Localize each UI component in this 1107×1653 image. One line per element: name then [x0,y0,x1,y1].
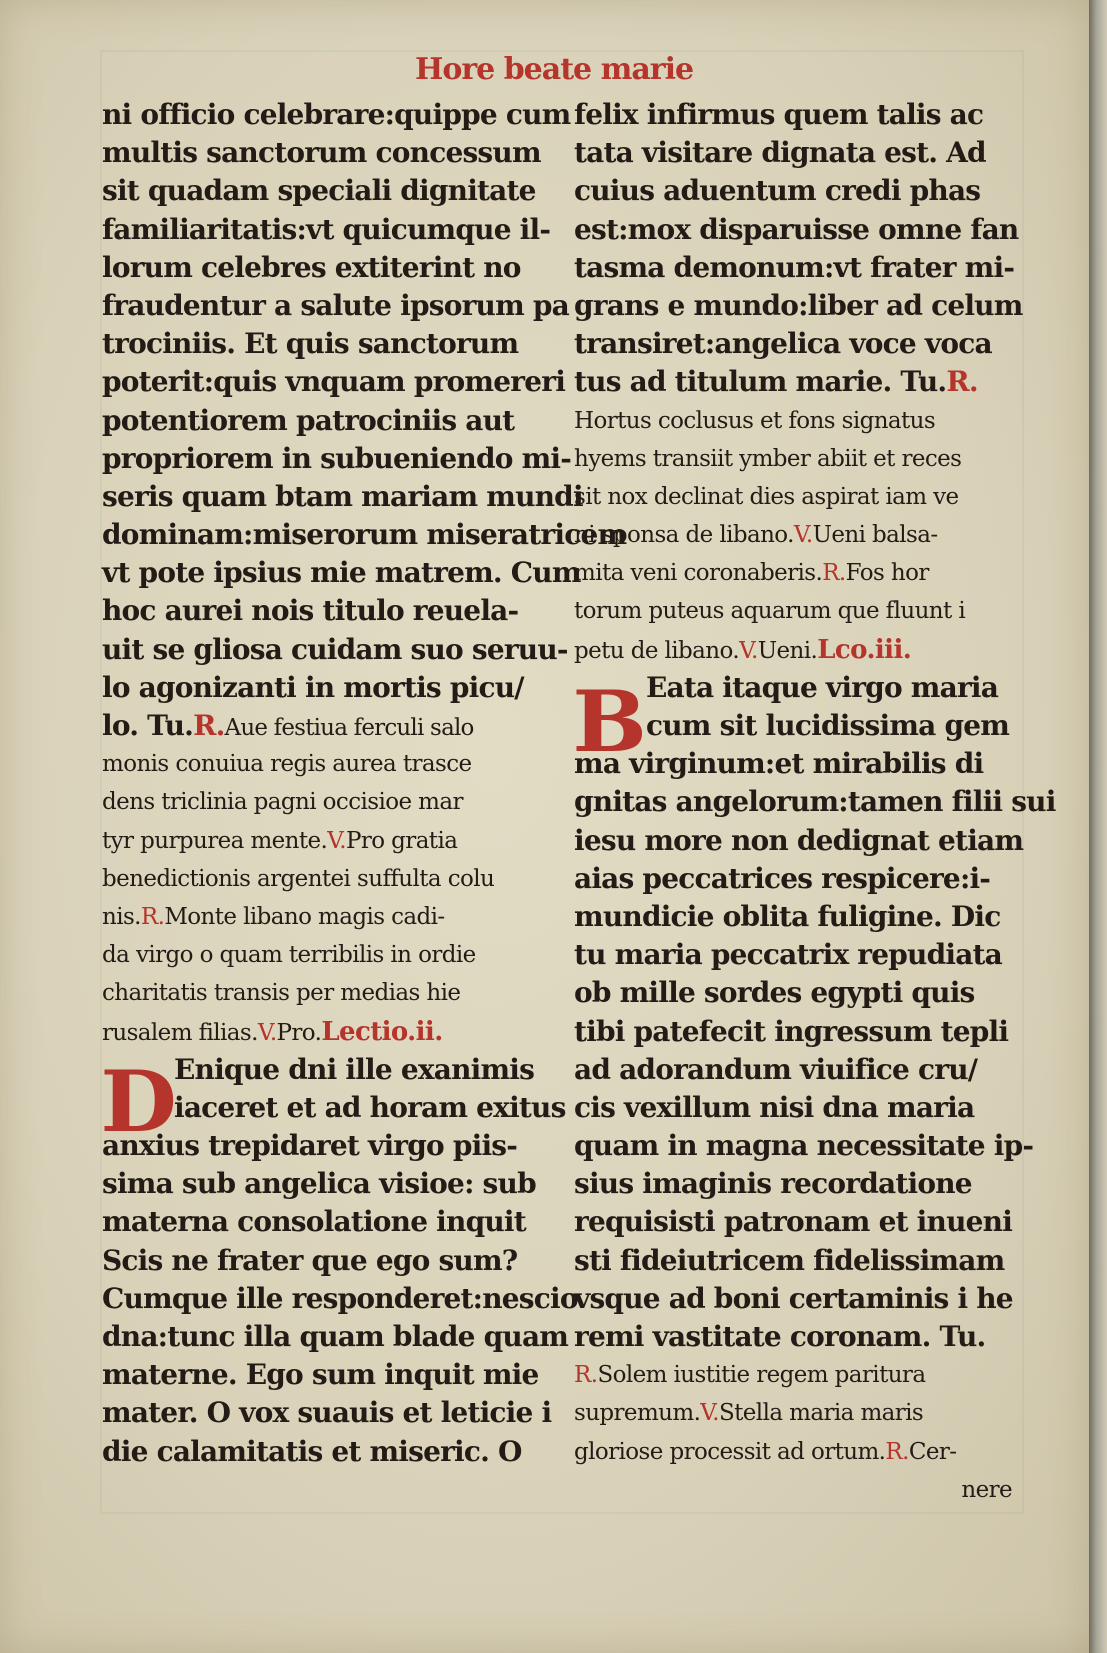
text-line [102,592,550,630]
line-text: tasma demonum:vt frater mi- [574,250,1015,284]
line-text: hoc aurei nois titulo reuela- [102,594,519,628]
right-column [574,96,1056,1509]
text-line [102,936,550,974]
line-text: mundicie oblita fuligine. Dic [574,899,1001,933]
line-text: benedictionis argentei suffulta colu [102,865,495,892]
line-text: cuius aduentum credi phas [574,174,981,208]
line-text: iesu more non dedignat etiam [574,823,1024,857]
text-line [574,287,1022,325]
text-line [102,1394,550,1432]
text-line [574,860,1022,898]
text-line [102,516,627,554]
text-line [102,249,550,287]
text-line [574,440,1022,478]
text-line [574,554,1022,592]
line-text: lorum celebres extiterint no [102,250,521,284]
line-text: ob mille sordes egypti quis [574,976,975,1010]
line-text: tibi patefecit ingressum tepli [574,1014,1009,1048]
line-text: Hortus coclusus et fons signatus [574,407,936,434]
line-text: poterit:quis vnquam promereri [102,365,566,399]
text-line [574,1394,1022,1432]
line-text-after: Pro gratia [345,827,458,854]
text-line [102,440,572,478]
line-text: trociniis. Et quis sanctorum [102,327,519,361]
text-line [574,1089,1022,1127]
rubric-mark: R. [193,709,225,742]
line-text-after: Stella maria maris [719,1400,924,1427]
decorated-initial-b: B [572,672,647,771]
text-line [102,860,550,898]
line-text: lo agonizanti in mortis picu/ [102,670,524,704]
text-line [102,1203,550,1241]
line-text: mater. O vox suauis et leticie i [102,1396,552,1430]
line-text-after: Ueni balsa- [812,522,938,549]
line-text: Eata itaque virgo maria [646,670,999,704]
text-line [574,1356,1022,1394]
line-text: rusalem filias. [102,1019,258,1046]
text-line [574,325,1022,363]
line-text: potentiorem patrociniis aut [102,403,515,437]
line-text: propriorem in subueniendo mi- [102,441,572,475]
text-line [574,96,1022,134]
line-text-after: Cer- [908,1438,957,1465]
text-line [574,1127,1034,1165]
line-text-after: Ueni. [757,637,818,664]
text-line [574,669,1022,707]
line-text: ad adorandum viuifice cru/ [574,1052,978,1086]
text-line [574,592,1022,630]
line-text: Enique dni ille exanimis [174,1052,535,1086]
rubric-mark: V. [739,637,758,664]
line-text: dens triclinia pagni occisioe mar [102,789,463,816]
line-text: est:mox disparuisse omne fan [574,212,1019,246]
line-text-after: Aue festiua ferculi salo [224,715,474,741]
line-text: vsque ad boni certaminis i he [574,1281,1013,1315]
text-line [102,1127,550,1165]
line-text: sit quadam speciali dignitate [102,174,536,208]
text-line [102,1165,550,1203]
text-line [574,1433,1022,1471]
text-line [102,211,550,249]
line-text: iaceret et ad horam exitus [174,1090,566,1124]
text-line [574,1165,1022,1203]
text-line [574,172,1022,210]
text-line [102,1242,550,1280]
text-line [574,898,1022,936]
line-text: mita veni coronaberis. [574,560,823,587]
line-text: Scis ne frater que ego sum? [102,1243,518,1277]
text-line [102,1051,550,1089]
line-text: hyems transiit ymber abiit et reces [574,445,962,472]
line-text: grans e mundo:liber ad celum [574,288,1023,322]
line-text: tus ad titulum marie. Tu. [574,365,947,399]
text-line [102,554,581,592]
line-text: gnitas angelorum:tamen filii sui [574,785,1056,819]
text-line [574,745,1022,783]
line-text: tata visitare dignata est. Ad [574,136,986,170]
rubric-mark: V. [257,1019,277,1046]
rubric-mark: R. [822,560,846,587]
text-line [102,134,550,172]
text-line [574,134,1022,172]
line-text-after: Pro. [276,1019,322,1046]
text-line [574,1051,1022,1089]
lectio-heading: Lco.iii. [817,634,912,665]
line-text: supremum. [574,1400,701,1427]
line-text-after: Solem iustitie regem paritura [597,1362,926,1389]
line-text: torum puteus aquarum que fluunt i [574,598,966,625]
rubric-mark: V. [793,522,813,549]
line-text: charitatis transis per medias hie [102,980,461,1007]
rubric-mark: R. [885,1438,909,1465]
line-text-after: Monte libano magis cadi- [164,903,445,930]
text-line [102,783,550,821]
line-text: dna:tunc illa quam blade quam [102,1320,569,1353]
text-line [102,974,550,1012]
line-text: multis sanctorum concessum [102,136,541,170]
left-column [102,96,627,1471]
line-text: remi vastitate coronam. Tu. [574,1320,986,1353]
text-line [574,936,1022,974]
line-text: lo. Tu. [102,709,194,742]
line-text: petu de libano. [574,637,740,664]
text-line [574,211,1022,249]
line-text: fraudentur a salute ipsorum pa [102,288,569,322]
line-text: ni officio celebrare:quippe cum [102,98,571,131]
rubric-mark: R. [574,1362,598,1389]
line-text: materne. Ego sum inquit mie [102,1358,539,1392]
rubric-mark: V. [700,1400,719,1427]
line-text: materna consolatione inquit [102,1205,526,1239]
text-line [102,1318,569,1356]
rubric-mark: R. [140,903,165,930]
line-text: dominam:miserorum miseratricem [102,518,627,552]
text-line [574,783,1056,821]
line-text: cis vexillum nisi dna maria [574,1090,975,1124]
text-line [102,631,568,669]
text-line [574,1280,1022,1318]
text-line [574,363,1022,401]
text-line [574,249,1022,287]
text-line [102,363,566,401]
text-line [102,1089,566,1127]
line-text: die calamitatis et miseric. O [102,1434,522,1468]
text-line [102,325,550,363]
rubric-mark: V. [327,827,346,854]
text-line [574,707,1022,745]
text-line [102,745,550,783]
text-line [102,402,550,440]
text-line [574,402,1022,440]
text-line [102,478,583,516]
text-line [102,707,550,745]
lectio-heading: Lectio.ii. [321,1016,443,1047]
rubric-mark: R. [946,365,978,399]
line-text: quam in magna necessitate ip- [574,1129,1034,1163]
line-text: sius imaginis recordatione [574,1167,972,1201]
text-line [574,974,1022,1012]
text-line [102,669,550,707]
text-line [574,516,1022,554]
text-line [574,1242,1022,1280]
text-line [102,822,550,860]
line-text: sti fideiutricem fidelissimam [574,1243,1005,1277]
text-line [102,1280,578,1318]
text-line [574,631,1022,669]
text-line [574,1318,1022,1356]
line-text: monis conuiua regis aurea trasce [102,751,472,778]
line-text: aias peccatrices respicere:i- [574,861,991,895]
line-text: da virgo o quam terribilis in ordie [102,942,476,969]
line-text: uit se gliosa cuidam suo seruu- [102,632,568,666]
text-line [574,478,1022,516]
line-text: ma virginum:et mirabilis di [574,747,984,781]
text-line [102,287,569,325]
binding-gutter [1089,0,1107,1653]
text-line [102,1356,550,1394]
line-text: requisisti patronam et inueni [574,1205,1013,1239]
running-head: Hore beate marie [415,52,694,87]
line-text: ni sponsa de libano. [574,522,794,549]
text-line [574,822,1022,860]
line-text: tu maria peccatrix repudiata [574,938,1003,972]
line-text: sima sub angelica visioe: sub [102,1167,536,1201]
text-line [574,1013,1022,1051]
line-text: nere [961,1476,1012,1503]
text-line [102,898,550,936]
line-text: transiret:angelica voce voca [574,327,992,361]
line-text: gloriose processit ad ortum. [574,1438,886,1465]
line-text: felix infirmus quem talis ac [574,98,984,131]
text-line [574,1471,1022,1509]
line-text: tyr purpurea mente. [102,827,328,854]
line-text: cum sit lucidissima gem [646,709,1010,742]
text-line [574,1203,1022,1241]
text-line [102,1433,550,1471]
line-text: nis. [102,903,141,930]
decorated-initial-d: D [100,1052,177,1151]
text-line [102,96,571,134]
line-text: sit nox declinat dies aspirat iam ve [574,483,959,510]
text-line [102,172,550,210]
text-line [102,1013,550,1051]
line-text: familiaritatis:vt quicumque il- [102,212,551,246]
line-text: seris quam btam mariam mundi [102,479,583,513]
line-text: vt pote ipsius mie matrem. Cum [102,556,581,590]
line-text: Cumque ille responderet:nescio [102,1281,578,1315]
line-text: anxius trepidaret virgo piis- [102,1129,518,1163]
line-text-after: Fos hor [845,560,929,587]
